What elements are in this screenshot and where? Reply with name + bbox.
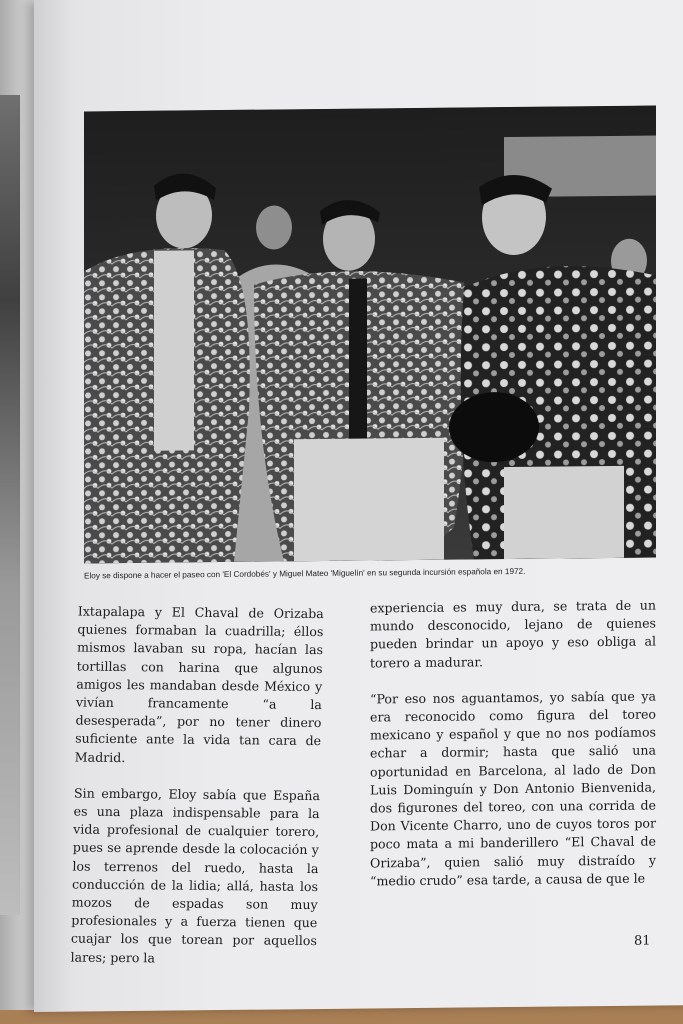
photo-illustration [84, 105, 656, 563]
paragraph: Sin embargo, Eloy sabía que España es una plaza indispensable para la vida profesional de cualquier torero, pues se aprende desde la colocación y los terrenos del ruedo, hasta la conducción de la lidia; allá, hasta los mozos de espadas son muy profesionales y a fuerza tienen que cuajar los que torean por aquellos lares; pero la [70, 785, 321, 966]
left-page-photo [0, 95, 20, 915]
text-column-right [370, 596, 656, 908]
paragraph: experiencia es muy dura, se trata de un mundo desconocido, lejano de quienes pueden brindar un apoyo y eso obliga al torero a madurar. [370, 597, 656, 671]
text-column-left [70, 603, 324, 987]
book-page [34, 0, 683, 1012]
paragraph: Ixtapalapa y El Chaval de Orizaba quienes formaban la cuadrilla; éllos mismos lavaban su ropa, hacían las tortillas con harina que algunos amigos les mandaban desde México y vivían francamente “a la desesperada”, por no tener dinero suficiente ante la vida tan cara de Madrid. [74, 603, 324, 765]
bullfighters-photo [84, 105, 656, 563]
page-number: 81 [634, 933, 651, 949]
photo-caption: Eloy se dispone a hacer el paseo con 'El Cordobés' y Miguel Mateo 'Miguelín' en su segunda incursión española en 1972. [84, 566, 526, 581]
paragraph: “Por eso nos aguantamos, yo sabía que ya era reconocido como figura del toreo mexicano y español y que no nos podíamos echar a dormir; hasta que salió una oportunidad en Barcelona, al lado de Don Luis Dominguín y Don Antonio Bienvenida, dos figurones del toreo, con una corrida de Don Vicente Charro, uno de cuyos toros por poco mata a mi banderillero “El Chaval de Orizaba”, quien salió muy distraído y “medio crudo” esa tarde, a causa de que le [370, 688, 656, 889]
